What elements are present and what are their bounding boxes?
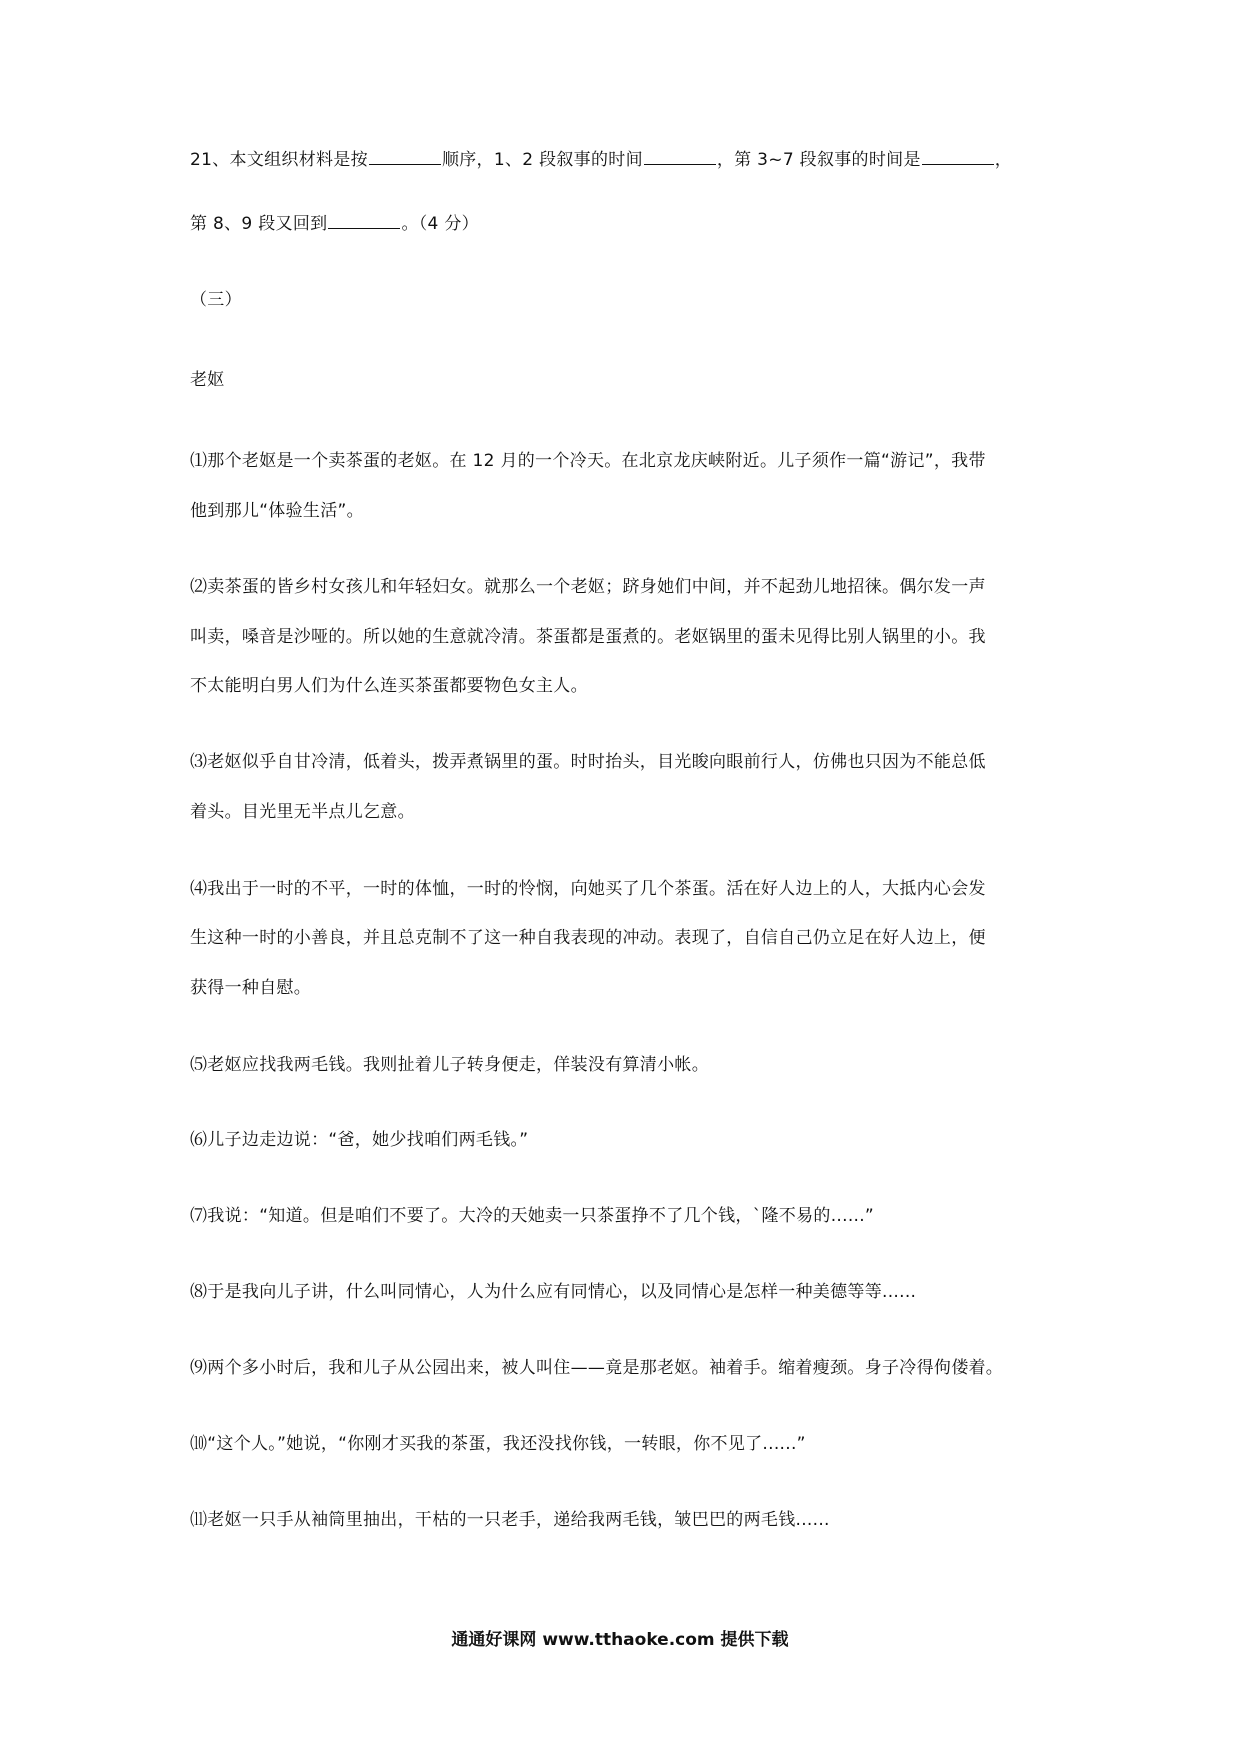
question-21-line-2 xyxy=(190,210,479,236)
paragraph-11: ⑾老妪一只手从袖筒里抽出，干枯的一只老手，递给我两毛钱，皱巴巴的两毛钱...... xyxy=(190,1510,830,1530)
paragraph-2-line-1: ⑵卖茶蛋的皆乡村女孩儿和年轻妇女。就那么一个老妪；跻身她们中间，并不起劲儿地招徕。偶尔发一声 xyxy=(190,577,986,597)
paragraph-1-line-1: ⑴那个老妪是一个卖茶蛋的老妪。在 12 月的一个冷天。在北京龙庆峡附近。儿子须作一篇“游记”，我带 xyxy=(190,451,986,471)
question-text: ， xyxy=(994,150,1013,170)
paragraph-4-line-1: ⑷我出于一时的不平，一时的体恤，一时的怜悯，向她买了几个茶蛋。活在好人边上的人，大抵内心会发 xyxy=(190,879,986,899)
paragraph-9: ⑼两个多小时后，我和儿子从公园出来，被人叫住——竟是那老妪。袖着手。缩着瘦颈。身子冷得佝偻着。 xyxy=(190,1358,1004,1378)
paragraph-6: ⑹儿子边走边说：“爸，她少找咱们两毛钱。” xyxy=(190,1130,529,1150)
question-21-line-1 xyxy=(190,146,1012,172)
article-title: 老妪 xyxy=(190,370,225,390)
question-text: 第 8、9 段又回到 xyxy=(190,214,328,234)
paragraph-8: ⑻于是我向儿子讲，什么叫同情心，人为什么应有同情心，以及同情心是怎样一种美德等等...... xyxy=(190,1282,917,1302)
paragraph-1-line-2: 他到那儿“体验生活”。 xyxy=(190,501,364,521)
question-text: ，第 3~7 段叙事的时间是 xyxy=(716,150,921,170)
paragraph-7: ⑺我说：“知道。但是咱们不要了。大冷的天她卖一只茶蛋挣不了几个钱，`隆不易的......” xyxy=(190,1206,875,1226)
answer-blank-4[interactable] xyxy=(328,210,400,229)
answer-blank-1[interactable] xyxy=(369,146,441,165)
paragraph-5: ⑸老妪应找我两毛钱。我则扯着儿子转身便走，佯装没有算清小帐。 xyxy=(190,1055,709,1075)
answer-blank-3[interactable] xyxy=(922,146,994,165)
paragraph-4-line-3: 获得一种自慰。 xyxy=(190,978,312,998)
question-text: 顺序，1、2 段叙事的时间 xyxy=(441,150,643,170)
question-text: 。（4 分） xyxy=(401,214,479,234)
section-marker: （三） xyxy=(190,290,242,310)
paragraph-2-line-3: 不太能明白男人们为什么连买茶蛋都要物色女主人。 xyxy=(190,676,588,696)
paragraph-4-line-2: 生这种一时的小善良，并且总克制不了这一种自我表现的冲动。表现了，自信自己仍立足在好人边上，便 xyxy=(190,928,986,948)
paragraph-10: ⑽“这个人。”她说，“你刚才买我的茶蛋，我还没找你钱，一转眼，你不见了......” xyxy=(190,1434,806,1454)
question-text: 21、本文组织材料是按 xyxy=(190,150,368,170)
paragraph-3-line-1: ⑶老妪似乎自甘冷清，低着头，拨弄煮锅里的蛋。时时抬头，目光睃向眼前行人，仿佛也只因为不能总低 xyxy=(190,752,986,772)
paragraph-3-line-2: 着头。目光里无半点儿乞意。 xyxy=(190,802,415,822)
paragraph-2-line-2: 叫卖，嗓音是沙哑的。所以她的生意就冷清。茶蛋都是蛋煮的。老妪锅里的蛋未见得比别人锅里的小。我 xyxy=(190,627,986,647)
answer-blank-2[interactable] xyxy=(644,146,716,165)
page-footer: 通通好课网 www.tthaoke.com 提供下载 xyxy=(451,1630,789,1650)
